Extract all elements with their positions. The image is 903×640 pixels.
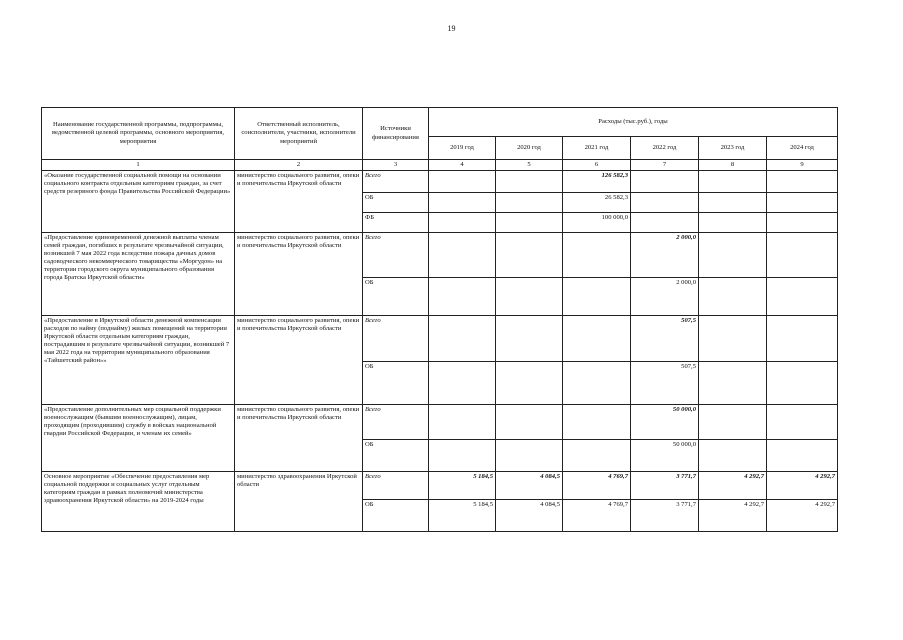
measure-executor: министерство социального развития, опеки и попечительства Иркутской области xyxy=(235,233,363,316)
amount-cell xyxy=(563,440,631,472)
col-number: 5 xyxy=(496,160,563,171)
amount-cell: 3 771,7 xyxy=(631,500,699,532)
amount-cell: 4 292,7 xyxy=(699,500,767,532)
amount-cell xyxy=(429,316,496,362)
amount-cell xyxy=(699,362,767,405)
measure-executor: министерство здравоохранения Иркутской области xyxy=(235,472,363,532)
amount-cell: 4 292,7 xyxy=(767,472,838,500)
col-number: 2 xyxy=(235,160,363,171)
amount-cell xyxy=(631,213,699,233)
amount-cell xyxy=(496,233,563,278)
amount-cell: 4 769,7 xyxy=(563,472,631,500)
amount-cell: 4 084,5 xyxy=(496,472,563,500)
measure-name: «Предоставление дополнительных мер социальной поддержки военнослужащим (бывшим военнослужащим), лицам, проходящим (проходившим) службу в войсках национальной гвардии Российской Федерации, и членам их семей» xyxy=(42,405,235,472)
amount-cell xyxy=(767,316,838,362)
amount-cell xyxy=(563,316,631,362)
amount-cell: 100 000,0 xyxy=(563,213,631,233)
header-name: Наименование государственной программы, подпрограммы, ведомственной целевой программы, основного мероприятия, мероприятия xyxy=(42,108,235,160)
funding-source: Всего xyxy=(363,472,429,500)
amount-cell xyxy=(563,362,631,405)
col-number: 4 xyxy=(429,160,496,171)
table-body xyxy=(42,160,838,532)
amount-cell xyxy=(767,440,838,472)
amount-cell xyxy=(631,171,699,193)
measure-name: «Предоставление в Иркутской области денежной компенсации расходов по найму (поднайму) жилых помещений на территории Иркутской области отдельным категориям граждан, пострадавшим в результате чрезвычайной ситуации, возникшей 7 мая 2022 года на территории муниципального образования «Тайшетский район»» xyxy=(42,316,235,405)
measure-executor: министерство социального развития, опеки и попечительства Иркутской области xyxy=(235,171,363,233)
amount-cell xyxy=(699,193,767,213)
header-expenses: Расходы (тыс.руб.), годы xyxy=(429,108,838,137)
amount-cell: 26 582,3 xyxy=(563,193,631,213)
funding-source: ОБ xyxy=(363,362,429,405)
amount-cell xyxy=(767,278,838,316)
amount-cell: 2 000,0 xyxy=(631,233,699,278)
amount-cell xyxy=(767,193,838,213)
funding-source: Всего xyxy=(363,405,429,440)
amount-cell xyxy=(429,440,496,472)
amount-cell: 2 000,0 xyxy=(631,278,699,316)
amount-cell: 507,5 xyxy=(631,362,699,405)
amount-cell: 126 582,3 xyxy=(563,171,631,193)
amount-cell xyxy=(767,405,838,440)
amount-cell xyxy=(429,405,496,440)
measure-name: «Предоставление единовременной денежной выплаты членам семей граждан, погибших в результате чрезвычайной ситуации, возникшей 7 мая 2022 года вследствие пожара дачных домов садоводческого некоммерческого товарищества «Моргудон» на территории городского округа муниципального образования города Братска Иркутской области» xyxy=(42,233,235,316)
amount-cell xyxy=(563,233,631,278)
amount-cell xyxy=(496,213,563,233)
column-number-row xyxy=(42,160,838,171)
amount-cell xyxy=(496,278,563,316)
amount-cell xyxy=(699,278,767,316)
amount-cell xyxy=(496,405,563,440)
amount-cell xyxy=(496,316,563,362)
amount-cell: 4 292,7 xyxy=(767,500,838,532)
amount-cell xyxy=(563,405,631,440)
amount-cell xyxy=(699,405,767,440)
amount-cell xyxy=(699,213,767,233)
amount-cell xyxy=(767,171,838,193)
amount-cell xyxy=(699,316,767,362)
funding-source: ОБ xyxy=(363,500,429,532)
col-number: 3 xyxy=(363,160,429,171)
amount-cell xyxy=(699,171,767,193)
amount-cell: 5 184,5 xyxy=(429,500,496,532)
funding-source: Всего xyxy=(363,316,429,362)
measure-name: «Оказание государственной социальной помощи на основании социального контракта отдельным категориям граждан, за счет средств резервного фонда Правительства Российской Федерации» xyxy=(42,171,235,233)
funding-source: Всего xyxy=(363,233,429,278)
header-year: 2023 год xyxy=(699,137,767,160)
amount-cell xyxy=(429,171,496,193)
funding-source: ФБ xyxy=(363,213,429,233)
amount-cell: 5 184,5 xyxy=(429,472,496,500)
amount-cell: 4 292,7 xyxy=(699,472,767,500)
funding-source: ОБ xyxy=(363,278,429,316)
table-header xyxy=(42,108,838,160)
amount-cell xyxy=(563,278,631,316)
col-number: 1 xyxy=(42,160,235,171)
amount-cell: 4 769,7 xyxy=(563,500,631,532)
table-row xyxy=(42,233,838,278)
amount-cell: 50 000,0 xyxy=(631,440,699,472)
amount-cell xyxy=(429,213,496,233)
col-number: 8 xyxy=(699,160,767,171)
amount-cell xyxy=(631,193,699,213)
table-row xyxy=(42,316,838,362)
funding-source: ОБ xyxy=(363,193,429,213)
header-year: 2024 год xyxy=(767,137,838,160)
col-number: 9 xyxy=(767,160,838,171)
table-row xyxy=(42,472,838,500)
amount-cell xyxy=(496,362,563,405)
table-row xyxy=(42,405,838,440)
table-row xyxy=(42,171,838,193)
measure-executor: министерство социального развития, опеки и попечительства Иркутской области xyxy=(235,316,363,405)
funding-source: ОБ xyxy=(363,440,429,472)
amount-cell: 50 000,0 xyxy=(631,405,699,440)
amount-cell xyxy=(496,193,563,213)
header-source: Источники финансирования xyxy=(363,108,429,160)
header-year: 2019 год xyxy=(429,137,496,160)
amount-cell xyxy=(767,213,838,233)
col-number: 7 xyxy=(631,160,699,171)
amount-cell xyxy=(429,278,496,316)
header-year: 2021 год xyxy=(563,137,631,160)
amount-cell xyxy=(767,362,838,405)
funding-source: Всего xyxy=(363,171,429,193)
amount-cell: 3 771,7 xyxy=(631,472,699,500)
amount-cell xyxy=(699,233,767,278)
amount-cell: 4 084,5 xyxy=(496,500,563,532)
amount-cell xyxy=(429,233,496,278)
page-number: 19 xyxy=(447,24,456,33)
measure-executor: министерство социального развития, опеки и попечительства Иркутской области xyxy=(235,405,363,472)
amount-cell xyxy=(496,171,563,193)
amount-cell xyxy=(429,193,496,213)
amount-cell xyxy=(429,362,496,405)
amount-cell xyxy=(767,233,838,278)
header-year: 2022 год xyxy=(631,137,699,160)
amount-cell: 507,5 xyxy=(631,316,699,362)
col-number: 6 xyxy=(563,160,631,171)
header-year: 2020 год xyxy=(496,137,563,160)
header-executor: Ответственный исполнитель, соисполнители, участники, исполнители мероприятий xyxy=(235,108,363,160)
amount-cell xyxy=(699,440,767,472)
amount-cell xyxy=(496,440,563,472)
expenses-table xyxy=(41,107,838,532)
measure-name: Основное мероприятие «Обеспечение предоставления мер социальной поддержки и социальных услуг отдельным категориям граждан в рамках полномочий министерства здравоохранения Иркутской области» на 2019-2024 годы xyxy=(42,472,235,532)
